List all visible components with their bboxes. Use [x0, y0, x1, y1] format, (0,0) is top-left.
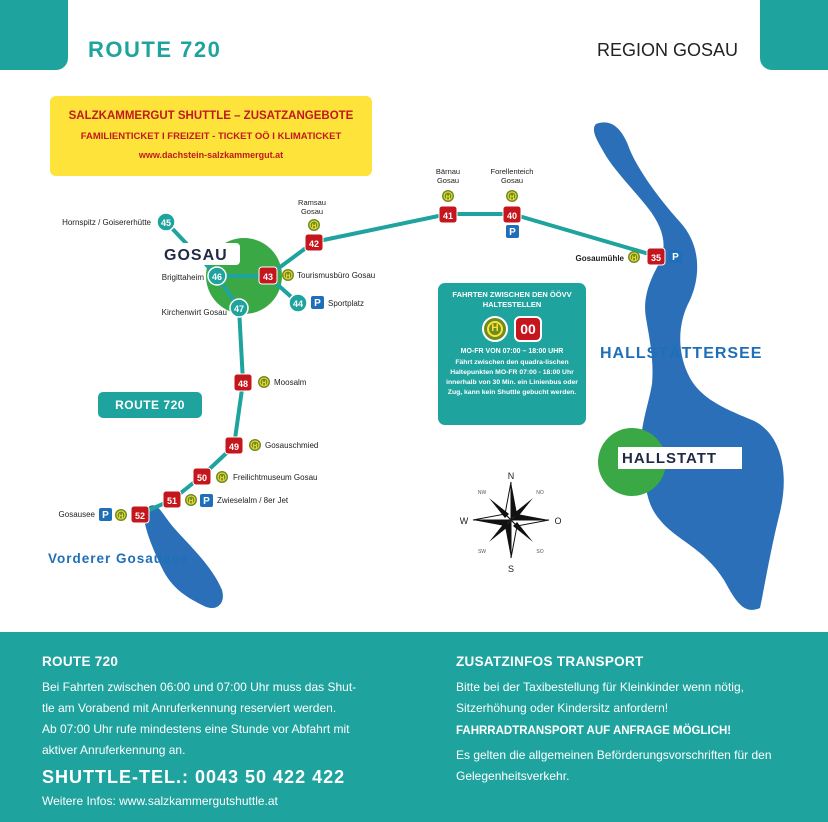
- stop-43[interactable]: [259, 267, 277, 284]
- svg-text:W: W: [459, 516, 469, 526]
- footer-right: [456, 632, 796, 787]
- stop-49-label: Gosauschmied: [265, 441, 319, 450]
- stop-46-num: 46: [211, 272, 223, 282]
- stop-42-num: 42: [308, 239, 320, 249]
- stop-40-num: 40: [506, 211, 518, 221]
- stop-51-label: Zwieselalm / 8er Jet: [217, 496, 289, 505]
- stop-48-label: Moosalm: [274, 378, 307, 387]
- stop-40[interactable]: [503, 206, 521, 223]
- shuttle-info-box: [50, 96, 372, 176]
- footer-website-link[interactable]: Weitere Infos: www.salzkammergutshuttle.at: [42, 794, 278, 808]
- bus-stop-icon: H: [482, 316, 508, 342]
- bus-stop-icon: [185, 494, 197, 506]
- stop-35[interactable]: [647, 248, 665, 265]
- bus-stop-icon: [258, 376, 270, 388]
- stop-41-label: Bärnau Gosau: [435, 167, 461, 185]
- stop-52-label: Gosausee: [58, 510, 95, 519]
- hallstaettersee-lake: [594, 122, 784, 609]
- svg-text:N: N: [507, 471, 515, 481]
- stop-48-num: 48: [237, 379, 249, 389]
- info-box-link[interactable]: www.dachstein-salzkammergut.at: [138, 150, 284, 160]
- bus-stop-icon: [115, 509, 127, 521]
- hallstaettersee-label: HALLSTÄTTERSEE: [600, 345, 763, 362]
- parking-icon-letter: P: [314, 298, 321, 309]
- bus-stop-icon-letter: H: [445, 195, 451, 201]
- stop-42-label: Ramsau Gosau: [298, 198, 326, 216]
- bus-stop-icon-letter: H: [188, 499, 194, 505]
- svg-text:NW: NW: [477, 490, 487, 496]
- bus-stop-icon: [249, 439, 261, 451]
- stop-41[interactable]: [439, 206, 457, 223]
- bus-stop-icon: [282, 269, 294, 281]
- stop-49-num: 49: [228, 442, 240, 452]
- parking-icon-letter: P: [203, 496, 210, 507]
- stop-45-label: Hornspitz / Goisererhütte: [62, 218, 151, 227]
- bus-stop-icon: [628, 251, 640, 263]
- page-title: ROUTE 720: [88, 37, 222, 62]
- compass-icon: [460, 471, 562, 574]
- bus-stop-icon-letter: H: [261, 381, 267, 387]
- stop-44-label: Sportplatz: [328, 299, 365, 308]
- stop-47-label: Kirchenwirt Gosau: [161, 308, 227, 317]
- bus-stop-icon: [442, 190, 454, 202]
- bus-stop-icon-letter: H: [118, 514, 124, 520]
- legend-hours: MO-FR VON 07:00 – 18:00 UHR: [460, 348, 564, 355]
- info-box-title: SALZKAMMERGUT SHUTTLE – ZUSATZANGEBOTE: [68, 110, 354, 122]
- stop-43-label: Tourismusbüro Gosau: [297, 271, 376, 280]
- bus-stop-icon-letter: H: [509, 195, 515, 201]
- stop-52-num: 52: [134, 511, 146, 521]
- stop-35-label: Gosaumühle: [575, 254, 624, 263]
- stop-40-label: Forellenteich Gosau: [490, 167, 534, 185]
- bus-stop-icon: [216, 471, 228, 483]
- stop-50-num: 50: [196, 473, 208, 483]
- stop-44-num: 44: [292, 299, 304, 309]
- stop-51[interactable]: [163, 491, 181, 508]
- gosausee-label: Vorderer Gosausee: [48, 551, 189, 566]
- stop-52[interactable]: [131, 506, 149, 523]
- stop-45-num: 45: [160, 218, 172, 228]
- region-label: REGION GOSAU: [596, 40, 738, 60]
- parking-icon-letter: P: [102, 510, 109, 521]
- bicycle-transport-note: FAHRRADTRANSPORT AUF ANFRAGE MÖGLICH!: [456, 725, 732, 737]
- stop-50-label: Freilichtmuseum Gosau: [233, 473, 318, 482]
- stop-44[interactable]: [289, 294, 307, 312]
- legend-box: [438, 283, 586, 425]
- info-box-tickets: FAMILIENTICKET I FREIZEIT - TICKET OÖ I KLIMATICKET: [80, 131, 342, 142]
- stop-43-num: 43: [262, 272, 274, 282]
- bus-stop-icon-letter: H: [631, 256, 637, 262]
- footer-right-text-2: Es gelten die allgemeinen Beförderungsvorschriften für den Gelegenheitsverkehr.: [456, 748, 772, 783]
- legend-heading: FAHRTEN ZWISCHEN DEN ÖÖVV HALTESTELLEN: [452, 290, 572, 309]
- stop-45[interactable]: [157, 213, 175, 231]
- parking-icon-letter: P: [672, 252, 679, 263]
- footer-right-text: Bitte bei der Taxibestellung für Kleinkinder wenn nötig, Sitzerhöhung oder Kindersitz anfordern!: [456, 680, 744, 715]
- shuttle-phone[interactable]: SHUTTLE-TEL.: 0043 50 422 422: [42, 767, 346, 787]
- stop-48[interactable]: [234, 374, 252, 391]
- stop-42[interactable]: [305, 234, 323, 251]
- bus-stop-icon-letter: H: [219, 476, 225, 482]
- stop-49[interactable]: [225, 437, 243, 454]
- legend-text: Fährt zwischen den quadra-lischen Haltepunkten MO-FR 07:00 - 18:00 Uhr innerhalb von 30 Min. ein Linienbus oder Zug, kann kein Shuttle gebucht werden.: [446, 359, 578, 396]
- bus-stop-icon-letter: H: [285, 274, 291, 280]
- stop-46[interactable]: [208, 267, 226, 285]
- svg-text:SO: SO: [536, 549, 544, 555]
- route-line-east: [268, 214, 656, 276]
- footer-left-text: Bei Fahrten zwischen 06:00 und 07:00 Uhr muss das Shut- tle am Vorabend mit Anruferkennung reserviert werden. Ab 07:00 Uhr rufe mindestens eine Stunde vor Abfahrt mit aktiver Anruferkennung an.: [42, 680, 357, 757]
- stop-47[interactable]: [230, 299, 248, 317]
- stop-46-label: Brigittaheim: [161, 273, 204, 282]
- stop-47-num: 47: [233, 304, 245, 314]
- svg-text:NO: NO: [536, 490, 544, 496]
- svg-text:O: O: [554, 516, 562, 526]
- stop-50[interactable]: [193, 468, 211, 485]
- stop-41-num: 41: [442, 211, 454, 221]
- stop-35-num: 35: [650, 253, 662, 263]
- stop-51-num: 51: [166, 496, 178, 506]
- footer-left: [42, 632, 402, 808]
- footer-right-heading: ZUSATZINFOS TRANSPORT: [456, 654, 644, 669]
- bus-stop-icon-letter: H: [311, 224, 317, 230]
- bus-stop-icon-letter: H: [252, 444, 258, 450]
- footer: [0, 632, 828, 822]
- route-badge: ROUTE 720: [98, 392, 202, 418]
- bus-stop-icon: [506, 190, 518, 202]
- bus-stop-icon: [308, 219, 320, 231]
- hallstatt-label: HALLSTATT: [622, 450, 718, 467]
- parking-icon-letter: P: [509, 227, 516, 238]
- stop-number-sample: 00: [514, 316, 542, 342]
- svg-text:SW: SW: [477, 549, 487, 555]
- gosau-label: GOSAU: [164, 247, 228, 264]
- footer-left-heading: ROUTE 720: [42, 654, 119, 669]
- svg-text:S: S: [507, 564, 515, 574]
